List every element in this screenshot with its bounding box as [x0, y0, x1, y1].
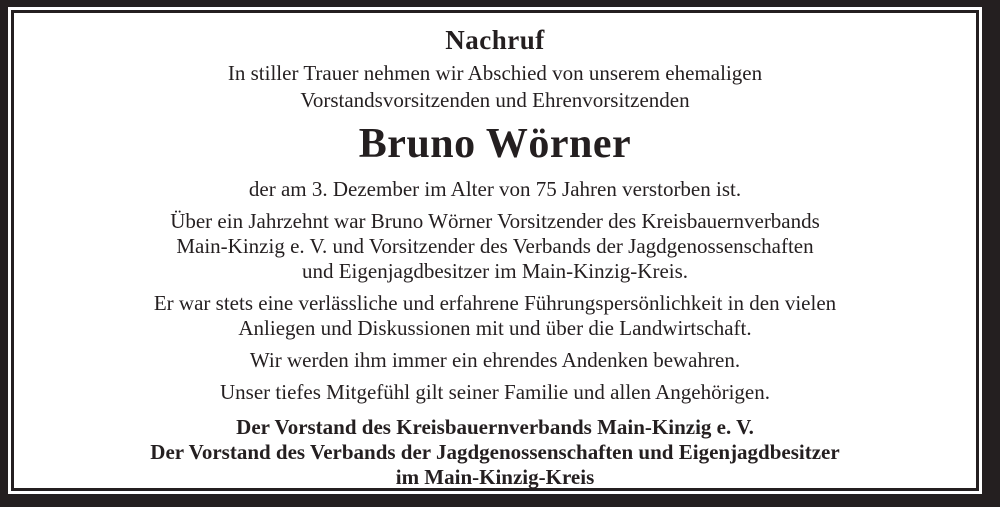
death-date-line: der am 3. Dezember im Alter von 75 Jahren verstorben ist.: [248, 177, 742, 201]
notice-title: Nachruf: [445, 25, 545, 55]
signature-line: im Main-Kinzig-Kreis: [395, 465, 595, 489]
intro-line: Vorstandsvorsitzenden und Ehrenvorsitzenden: [300, 88, 690, 112]
paragraph-line: Über ein Jahrzehnt war Bruno Wörner Vorsitzender des Kreisbauernverbands: [170, 209, 820, 233]
signature-line: Der Vorstand des Kreisbauernverbands Main-Kinzig e. V.: [236, 415, 754, 439]
paragraph-character: [14, 291, 976, 341]
obituary-card-outer-border: [6, 5, 984, 496]
paragraph-condolence: [14, 380, 976, 405]
paragraph-line: Unser tiefes Mitgefühl gilt seiner Familie und allen Angehörigen.: [220, 380, 770, 404]
paragraph-line: Main-Kinzig e. V. und Vorsitzender des Verbands der Jagdgenossenschaften: [176, 234, 814, 258]
intro-block: [14, 60, 976, 114]
intro-line: In stiller Trauer nehmen wir Abschied von unserem ehemaligen: [227, 61, 763, 85]
obituary-card: [11, 10, 979, 491]
signature-block: [14, 415, 976, 490]
paragraph-line: Anliegen und Diskussionen mit und über die Landwirtschaft.: [238, 316, 752, 340]
deceased-name: Bruno Wörner: [358, 121, 632, 167]
signature-line: Der Vorstand des Verbands der Jagdgenossenschaften und Eigenjagdbesitzer: [150, 440, 840, 464]
paragraph-remembrance: [14, 348, 976, 373]
paragraph-career: [14, 209, 976, 284]
paragraph-line: Er war stets eine verlässliche und erfahrene Führungspersönlichkeit in den vielen: [153, 291, 837, 315]
paragraph-line: und Eigenjagdbesitzer im Main-Kinzig-Kreis.: [301, 259, 689, 283]
paragraph-line: Wir werden ihm immer ein ehrendes Andenken bewahren.: [249, 348, 741, 372]
